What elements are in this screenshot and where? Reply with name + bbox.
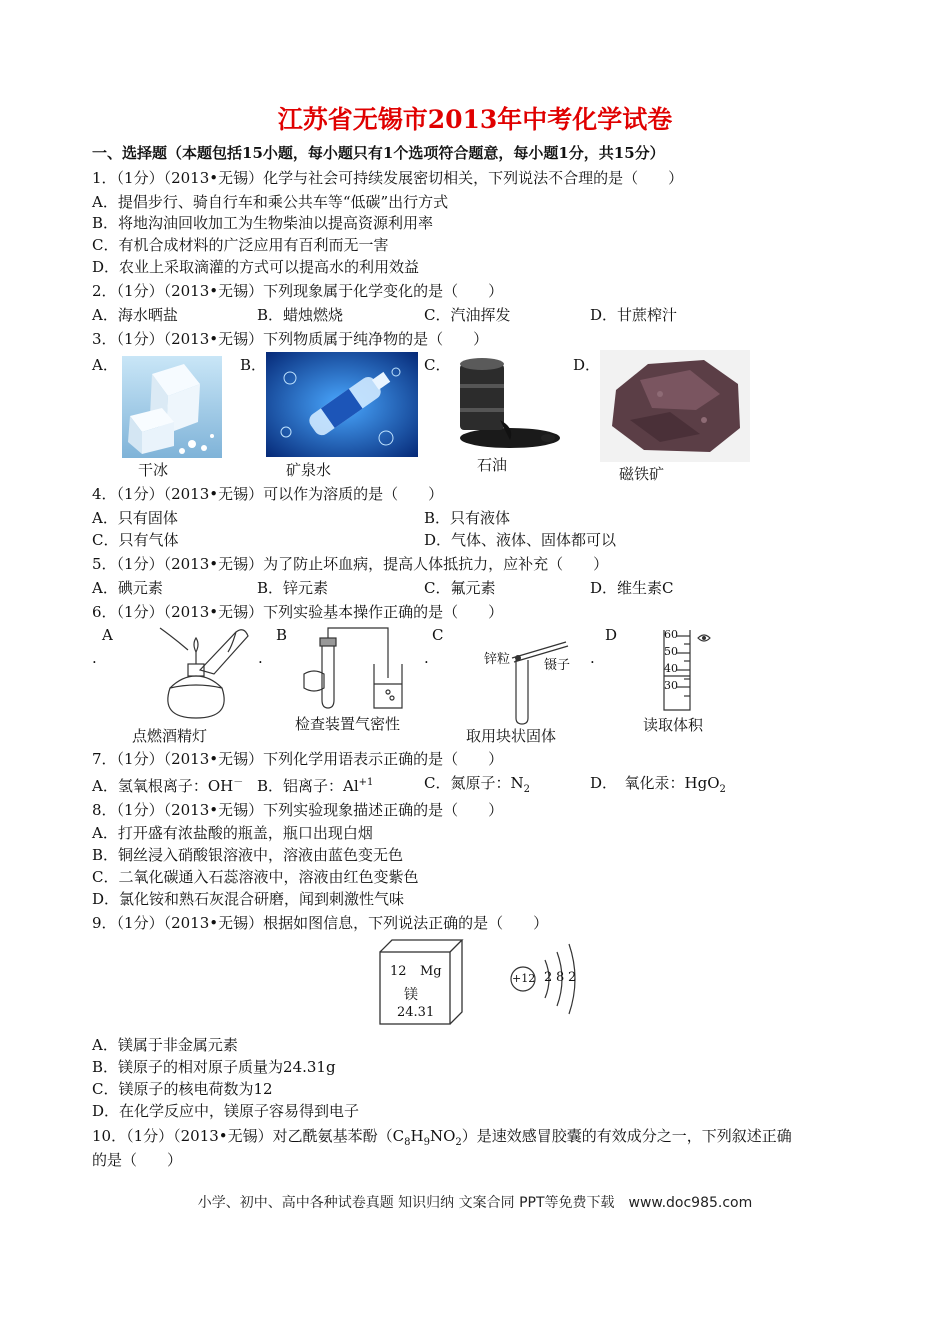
cylinder-60: 60	[664, 628, 678, 641]
q3-option-c: C．	[424, 356, 451, 374]
mineral-water-image	[266, 352, 418, 457]
q3-option-a: A．	[92, 356, 118, 374]
dry-ice-image	[122, 356, 222, 458]
q4-option-d: D．气体、液体、固体都可以	[424, 531, 617, 549]
q7-option-b-charge: +1	[358, 777, 374, 788]
q5-option-a: A．碘元素	[92, 579, 163, 597]
q10-stem	[92, 1126, 792, 1153]
dry-ice-caption: 干冰	[138, 461, 169, 479]
q10-sub-9: 9	[423, 1137, 430, 1148]
q5-option-c: C．氟元素	[424, 579, 496, 597]
nucleus-charge: +12	[512, 972, 536, 985]
airtightness-check-caption: 检查装置气密性	[295, 715, 401, 733]
q4-option-a: A．只有固体	[92, 509, 178, 527]
q3-stem: 3．（1分）（2013•无锡）下列物质属于纯净物的是（ ）	[92, 330, 489, 348]
q7-option-c	[424, 773, 530, 800]
q7-option-c-subscript: 2	[523, 784, 530, 795]
zinc-label: 锌粒	[484, 652, 511, 667]
q8-option-b: B．铜丝浸入硝酸银溶液中，溶液由蓝色变无色	[92, 846, 404, 864]
element-mass: 24.31	[397, 1005, 435, 1020]
shell-2: 8	[556, 970, 565, 985]
q5-option-b: B．锌元素	[257, 579, 329, 597]
q7-option-a	[92, 773, 243, 796]
element-number: 12	[390, 964, 407, 979]
element-name: 镁	[404, 987, 418, 1003]
alcohol-lamp-image	[140, 622, 252, 722]
cylinder-40: 40	[664, 662, 678, 675]
airtightness-check-image	[296, 624, 414, 714]
q7-stem: 7．（1分）（2013•无锡）下列化学用语表示正确的是（ ）	[92, 750, 504, 768]
page-footer: 小学、初中、高中各种试卷真题 知识归纳 文案合同 PPT等免费下载 www.doc985.com	[197, 1195, 753, 1211]
petroleum-image	[440, 350, 570, 454]
graduated-cylinder-image	[650, 626, 716, 714]
q8-option-a: A．打开盛有浓盐酸的瓶盖，瓶口出现白烟	[92, 824, 373, 842]
q5-stem: 5．（1分）（2013•无锡）为了防止坏血病，提高人体抵抗力，应补充（ ）	[92, 555, 609, 573]
q1-option-c: C．有机合成材料的广泛应用有百利而无一害	[92, 236, 389, 254]
q4-option-c: C．只有气体	[92, 531, 179, 549]
q1-option-b: B．将地沟油回收加工为生物柴油以提高资源利用率	[92, 214, 434, 232]
q2-stem: 2．（1分）（2013•无锡）下列现象属于化学变化的是（ ）	[92, 282, 504, 300]
q4-stem: 4．（1分）（2013•无锡）可以作为溶质的是（ ）	[92, 485, 444, 503]
q6-option-c-dot: .	[424, 649, 429, 667]
q10-stem-d: ）是速效感冒胶囊的有效成分之一，下列叙述正确	[461, 1127, 792, 1145]
q10-stem-a: 10．（1分）（2013•无锡）对乙酰氨基苯酚（C	[92, 1127, 405, 1145]
q6-option-c: C	[432, 626, 444, 644]
q10-stem-line2: 的是（ ）	[92, 1151, 183, 1169]
q1-option-a: A．提倡步行、骑自行车和乘公共车等“低碳”出行方式	[92, 193, 449, 211]
q8-stem: 8．（1分）（2013•无锡）下列实验现象描述正确的是（ ）	[92, 801, 504, 819]
page-title: 江苏省无锡市2013年中考化学试卷	[277, 105, 673, 134]
q10-stem-b: H	[410, 1127, 424, 1145]
q9-option-a: A．镁属于非金属元素	[92, 1036, 238, 1054]
q7-option-a-charge: －	[233, 777, 244, 788]
q6-option-a: A	[102, 626, 113, 644]
q10-stem-c: NO	[429, 1127, 456, 1145]
q5-option-d: D．维生素C	[590, 579, 674, 597]
q6-option-d: D	[605, 626, 618, 644]
q7-option-d	[590, 773, 726, 800]
cylinder-30: 30	[664, 679, 678, 692]
q3-option-d: D．	[573, 356, 601, 374]
magnetite-caption: 磁铁矿	[619, 465, 665, 483]
q8-option-c: C．二氧化碳通入石蕊溶液中，溶液由红色变紫色	[92, 868, 419, 886]
cylinder-50: 50	[664, 645, 678, 658]
q10-sub-2: 2	[455, 1137, 462, 1148]
q9-stem: 9．（1分）（2013•无锡）根据如图信息，下列说法正确的是（ ）	[92, 914, 549, 932]
magnetite-image	[600, 350, 750, 462]
q3-option-b: B．	[240, 356, 267, 374]
tweezers-label: 镊子	[544, 658, 571, 673]
q7-option-b-text: B．铝离子：Al	[257, 777, 359, 795]
q1-option-d: D．农业上采取滴灌的方式可以提高水的利用效益	[92, 258, 420, 276]
q6-stem: 6．（1分）（2013•无锡）下列实验基本操作正确的是（ ）	[92, 603, 504, 621]
q2-option-d: D．甘蔗榨汁	[590, 306, 678, 324]
q7-option-a-text: A．氢氧根离子：OH	[92, 777, 234, 795]
q9-option-c: C．镁原子的核电荷数为12	[92, 1080, 273, 1098]
q6-option-b: B	[276, 626, 288, 644]
alcohol-lamp-caption: 点燃酒精灯	[132, 727, 208, 745]
element-symbol: Mg	[420, 964, 442, 979]
q6-option-b-dot: .	[258, 649, 263, 667]
section-heading: 一、选择题（本题包括15小题，每小题只有1个选项符合题意，每小题1分，共15分）	[92, 144, 665, 162]
q2-option-b: B．蜡烛燃烧	[257, 306, 344, 324]
graduated-cylinder-caption: 读取体积	[643, 716, 704, 734]
petroleum-caption: 石油	[477, 456, 508, 474]
shell-1: 2	[544, 970, 553, 985]
take-solid-caption: 取用块状固体	[466, 727, 557, 745]
q9-option-d: D．在化学反应中，镁原子容易得到电子	[92, 1102, 360, 1120]
q4-option-b: B．只有液体	[424, 509, 511, 527]
q2-option-c: C．汽油挥发	[424, 306, 511, 324]
q8-option-d: D．氯化铵和熟石灰混合研磨，闻到刺激性气味	[92, 890, 405, 908]
q9-option-b: B．镁原子的相对原子质量为24.31g	[92, 1058, 336, 1076]
q10-sub-8: 8	[404, 1137, 411, 1148]
q7-option-d-text: D． 氧化汞：HgO	[590, 774, 720, 792]
q1-stem: 1．（1分）（2013•无锡）化学与社会可持续发展密切相关，下列说法不合理的是（ ）	[92, 169, 684, 187]
mineral-water-caption: 矿泉水	[286, 461, 332, 479]
q7-option-c-text: C．氮原子：N	[424, 774, 524, 792]
q7-option-d-subscript: 2	[719, 784, 726, 795]
q6-option-d-dot: .	[590, 649, 595, 667]
q7-option-b	[257, 773, 373, 796]
q2-option-a: A．海水晒盐	[92, 306, 178, 324]
q6-option-a-dot: .	[92, 649, 97, 667]
shell-3: 2	[568, 970, 577, 985]
